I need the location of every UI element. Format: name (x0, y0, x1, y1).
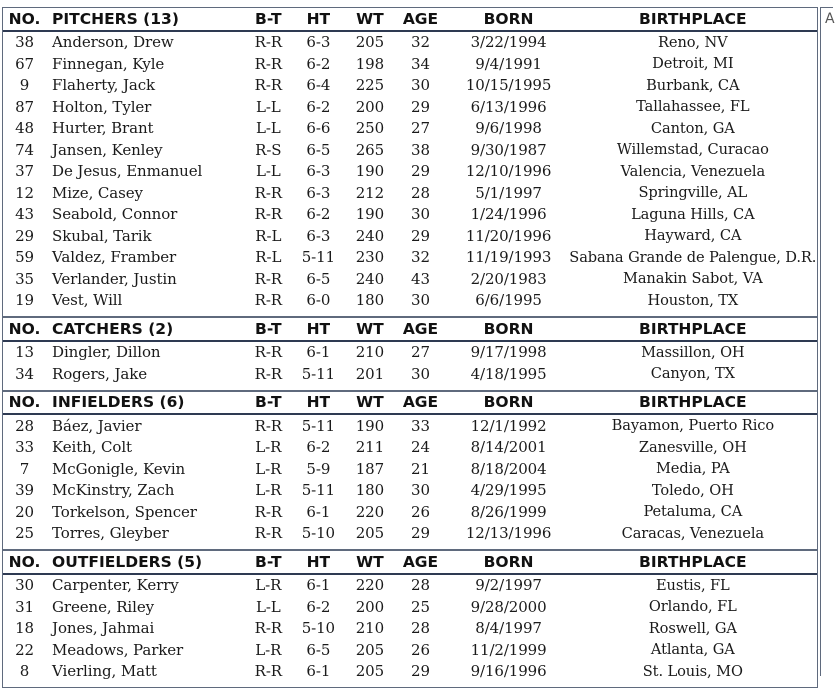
cell-name: Verlander, Justin (52, 269, 177, 288)
cell-name: Vierling, Matt (52, 662, 157, 681)
cell-bt: R-R (254, 619, 282, 638)
cell-age: 32 (411, 33, 430, 52)
cell-name: Jansen, Kenley (52, 140, 163, 159)
section-title: CATCHERS (2) (46, 318, 247, 341)
cell-no: 18 (15, 619, 34, 638)
cell-wt: 205 (355, 524, 385, 543)
cell-bt: R-R (254, 416, 282, 435)
table-row (3, 118, 817, 140)
cell-bt: L-L (255, 162, 281, 181)
cell-wt: 210 (355, 619, 385, 638)
table-row (3, 268, 817, 290)
cell-age: 28 (411, 183, 430, 202)
cell-ht: 6-5 (306, 269, 331, 288)
table-row (3, 523, 817, 545)
cell-name: Dingler, Dillon (52, 343, 161, 362)
cell-name: Skubal, Tarik (52, 226, 152, 245)
col-header-birthplace: BIRTHPLACE (569, 8, 817, 31)
cell-ht: 6-1 (306, 662, 331, 681)
roster-table (2, 7, 818, 688)
cell-no: 38 (15, 33, 34, 52)
cell-no: 39 (15, 481, 34, 500)
col-header-wt: WT (347, 551, 392, 574)
section-header-row (3, 392, 817, 415)
cell-age: 32 (411, 248, 430, 267)
cell-name: Vest, Will (52, 291, 123, 310)
cell-ht: 6-3 (306, 183, 331, 202)
cell-name: Mize, Casey (52, 183, 143, 202)
table-row (3, 639, 817, 661)
cell-wt: 240 (355, 226, 385, 245)
cell-bt: R-R (254, 343, 282, 362)
col-header-ht: HT (289, 551, 347, 574)
table-row (3, 618, 817, 640)
cell-wt: 205 (355, 640, 385, 659)
cell-birthplace: Houston, TX (647, 291, 739, 309)
col-header-born: BORN (449, 8, 569, 31)
table-row (3, 341, 817, 364)
cell-birthplace: Media, PA (655, 460, 730, 478)
roster-section (3, 318, 817, 392)
cell-wt: 180 (355, 481, 385, 500)
cell-born: 4/29/1995 (470, 481, 547, 500)
roster-section (3, 392, 817, 552)
cell-ht: 6-1 (306, 343, 331, 362)
cell-wt: 220 (355, 502, 385, 521)
cell-bt: R-R (254, 76, 282, 95)
cell-age: 30 (411, 76, 430, 95)
table-row (3, 414, 817, 437)
cell-birthplace: Roswell, GA (648, 619, 737, 637)
cell-ht: 5-11 (301, 364, 336, 383)
cell-bt: R-R (254, 183, 282, 202)
cell-age: 43 (411, 269, 430, 288)
cell-born: 1/24/1996 (470, 205, 547, 224)
col-header-no: NO. (3, 318, 46, 341)
cell-born: 6/6/1995 (475, 291, 542, 310)
cell-born: 4/18/1995 (470, 364, 547, 383)
cell-ht: 6-2 (306, 438, 331, 457)
cell-no: 74 (15, 140, 34, 159)
table-row (3, 96, 817, 118)
cell-age: 29 (411, 226, 430, 245)
cell-wt: 230 (355, 248, 385, 267)
cell-no: 48 (15, 119, 34, 138)
col-header-birthplace: BIRTHPLACE (569, 318, 817, 341)
cell-birthplace: Caracas, Venezuela (621, 524, 764, 542)
cell-ht: 6-1 (306, 502, 331, 521)
cell-birthplace: Laguna Hills, CA (631, 205, 755, 223)
cell-ht: 5-11 (301, 481, 336, 500)
cell-bt: R-R (254, 524, 282, 543)
cell-wt: 187 (355, 459, 385, 478)
cell-wt: 190 (355, 205, 385, 224)
cell-wt: 250 (355, 119, 385, 138)
cell-age: 21 (411, 459, 430, 478)
cell-born: 8/18/2004 (470, 459, 547, 478)
cell-ht: 6-6 (306, 119, 331, 138)
cell-ht: 6-4 (306, 76, 331, 95)
cell-name: Meadows, Parker (52, 640, 184, 659)
table-row (3, 458, 817, 480)
cell-wt: 240 (355, 269, 385, 288)
cell-age: 38 (411, 140, 430, 159)
cell-age: 28 (411, 619, 430, 638)
cell-no: 7 (19, 459, 30, 478)
col-header-no: NO. (3, 551, 46, 574)
col-header-no: NO. (3, 8, 46, 31)
cell-born: 9/4/1991 (475, 54, 542, 73)
cell-no: 35 (15, 269, 34, 288)
cell-wt: 180 (355, 291, 385, 310)
roster-section (3, 8, 817, 318)
cell-birthplace: Eustis, FL (655, 576, 730, 594)
cell-birthplace: Tallahassee, FL (636, 98, 750, 116)
table-row (3, 247, 817, 269)
cell-age: 25 (411, 597, 430, 616)
cell-name: McGonigle, Kevin (52, 459, 186, 478)
cell-ht: 6-0 (306, 291, 331, 310)
cell-birthplace: Springville, AL (638, 184, 748, 202)
cell-age: 27 (411, 119, 430, 138)
cell-age: 29 (411, 97, 430, 116)
cell-birthplace: Petaluma, CA (643, 503, 743, 521)
roster-section (3, 551, 817, 687)
cell-bt: R-R (254, 662, 282, 681)
table-row (3, 161, 817, 183)
cell-bt: R-L (255, 226, 282, 245)
col-header-bt: B-T (247, 392, 289, 415)
cell-bt: R-S (255, 140, 282, 159)
cell-no: 8 (19, 662, 30, 681)
col-header-born: BORN (449, 318, 569, 341)
cell-no: 25 (15, 524, 34, 543)
cell-no: 29 (15, 226, 34, 245)
cell-born: 12/10/1996 (465, 162, 552, 181)
cell-bt: L-R (255, 481, 282, 500)
cell-ht: 6-2 (306, 97, 331, 116)
cell-wt: 265 (355, 140, 385, 159)
cell-wt: 201 (355, 364, 385, 383)
cell-born: 12/1/1992 (470, 416, 547, 435)
cell-born: 9/6/1998 (475, 119, 542, 138)
cell-name: Seabold, Connor (52, 205, 178, 224)
cell-ht: 5-10 (301, 524, 336, 543)
cell-born: 9/17/1998 (470, 343, 547, 362)
table-row (3, 31, 817, 54)
cell-age: 30 (411, 291, 430, 310)
cell-bt: R-L (255, 248, 282, 267)
adjacent-panel-peek: A (825, 11, 835, 27)
cell-wt: 220 (355, 576, 385, 595)
cell-age: 27 (411, 343, 430, 362)
cell-born: 10/15/1995 (465, 76, 552, 95)
col-header-ht: HT (289, 318, 347, 341)
cell-age: 30 (411, 481, 430, 500)
cell-born: 9/28/2000 (470, 597, 547, 616)
cell-wt: 212 (355, 183, 385, 202)
cell-birthplace: Bayamon, Puerto Rico (611, 417, 775, 435)
table-row (3, 501, 817, 523)
table-row (3, 363, 817, 385)
cell-no: 59 (15, 248, 34, 267)
cell-name: De Jesus, Enmanuel (52, 162, 203, 181)
col-header-wt: WT (347, 392, 392, 415)
cell-name: Valdez, Framber (52, 248, 177, 267)
cell-no: 87 (15, 97, 34, 116)
cell-bt: R-R (254, 291, 282, 310)
cell-name: Keith, Colt (52, 438, 132, 457)
cell-birthplace: Reno, NV (658, 33, 728, 51)
table-row (3, 225, 817, 247)
cell-name: Hurter, Brant (52, 119, 154, 138)
cell-no: 13 (15, 343, 34, 362)
table-row (3, 661, 817, 683)
cell-bt: L-R (255, 438, 282, 457)
cell-bt: L-L (255, 119, 281, 138)
cell-born: 6/13/1996 (470, 97, 547, 116)
cell-ht: 6-3 (306, 162, 331, 181)
table-row (3, 182, 817, 204)
cell-birthplace: Valencia, Venezuela (620, 162, 766, 180)
cell-born: 11/19/1993 (465, 248, 552, 267)
cell-born: 12/13/1996 (465, 524, 552, 543)
cell-age: 29 (411, 162, 430, 181)
cell-born: 2/20/1983 (470, 269, 547, 288)
cell-wt: 210 (355, 343, 385, 362)
cell-bt: L-R (255, 576, 282, 595)
col-header-age: AGE (392, 8, 448, 31)
cell-age: 29 (411, 662, 430, 681)
cell-no: 43 (15, 205, 34, 224)
cell-name: Finnegan, Kyle (52, 54, 165, 73)
cell-age: 30 (411, 205, 430, 224)
cell-birthplace: Orlando, FL (648, 598, 737, 616)
table-row (3, 75, 817, 97)
col-header-age: AGE (392, 392, 448, 415)
col-header-age: AGE (392, 318, 448, 341)
cell-bt: R-R (254, 269, 282, 288)
table-row (3, 596, 817, 618)
adjacent-panel (820, 7, 833, 676)
cell-bt: R-R (254, 33, 282, 52)
cell-wt: 190 (355, 162, 385, 181)
cell-wt: 190 (355, 416, 385, 435)
col-header-ht: HT (289, 8, 347, 31)
cell-wt: 205 (355, 662, 385, 681)
cell-name: Carpenter, Kerry (52, 576, 179, 595)
cell-born: 8/14/2001 (470, 438, 547, 457)
table-row (3, 574, 817, 597)
cell-no: 34 (15, 364, 34, 383)
section-header-row (3, 318, 817, 341)
section-title: PITCHERS (13) (46, 8, 247, 31)
cell-age: 26 (411, 502, 430, 521)
cell-name: Torres, Gleyber (52, 524, 169, 543)
cell-no: 37 (15, 162, 34, 181)
cell-name: Jones, Jahmai (52, 619, 155, 638)
cell-birthplace: Atlanta, GA (650, 641, 735, 659)
table-row (3, 53, 817, 75)
cell-ht: 6-2 (306, 54, 331, 73)
cell-born: 9/16/1996 (470, 662, 547, 681)
cell-ht: 5-10 (301, 619, 336, 638)
col-header-age: AGE (392, 551, 448, 574)
cell-birthplace: St. Louis, MO (642, 662, 743, 680)
cell-bt: R-R (254, 502, 282, 521)
cell-name: McKinstry, Zach (52, 481, 175, 500)
cell-birthplace: Massillon, OH (641, 343, 745, 361)
cell-no: 22 (15, 640, 34, 659)
cell-birthplace: Detroit, MI (652, 55, 734, 73)
cell-bt: L-L (255, 597, 281, 616)
table-row (3, 480, 817, 502)
cell-ht: 6-2 (306, 205, 331, 224)
cell-age: 26 (411, 640, 430, 659)
cell-bt: L-R (255, 459, 282, 478)
cell-ht: 5-9 (306, 459, 331, 478)
cell-ht: 6-5 (306, 640, 331, 659)
cell-no: 30 (15, 576, 34, 595)
cell-age: 34 (411, 54, 430, 73)
cell-no: 28 (15, 416, 34, 435)
cell-bt: R-R (254, 364, 282, 383)
cell-age: 33 (411, 416, 430, 435)
cell-born: 5/1/1997 (475, 183, 542, 202)
cell-name: Anderson, Drew (52, 33, 174, 52)
cell-wt: 225 (355, 76, 385, 95)
col-header-no: NO. (3, 392, 46, 415)
cell-wt: 200 (355, 597, 385, 616)
cell-name: Flaherty, Jack (52, 76, 155, 95)
cell-birthplace: Zanesville, OH (638, 438, 747, 456)
col-header-born: BORN (449, 392, 569, 415)
cell-name: Holton, Tyler (52, 97, 152, 116)
section-title: OUTFIELDERS (5) (46, 551, 247, 574)
cell-bt: R-R (254, 205, 282, 224)
cell-bt: R-R (254, 54, 282, 73)
cell-birthplace: Sabana Grande de Palengue, D.R. (569, 248, 817, 266)
cell-ht: 5-11 (301, 248, 336, 267)
col-header-wt: WT (347, 8, 392, 31)
cell-birthplace: Canyon, TX (650, 365, 735, 383)
cell-born: 11/2/1999 (470, 640, 547, 659)
cell-ht: 6-3 (306, 226, 331, 245)
cell-name: Greene, Riley (52, 597, 154, 616)
table-row (3, 204, 817, 226)
cell-wt: 205 (355, 33, 385, 52)
cell-name: Báez, Javier (52, 416, 142, 435)
cell-no: 9 (19, 76, 30, 95)
cell-age: 29 (411, 524, 430, 543)
section-header-row (3, 8, 817, 31)
cell-born: 9/30/1987 (470, 140, 547, 159)
cell-age: 30 (411, 364, 430, 383)
cell-ht: 5-11 (301, 416, 336, 435)
col-header-bt: B-T (247, 318, 289, 341)
cell-born: 3/22/1994 (470, 33, 547, 52)
cell-ht: 6-1 (306, 576, 331, 595)
cell-born: 11/20/1996 (465, 226, 552, 245)
col-header-wt: WT (347, 318, 392, 341)
cell-birthplace: Toledo, OH (651, 481, 734, 499)
cell-age: 24 (411, 438, 430, 457)
col-header-born: BORN (449, 551, 569, 574)
col-header-bt: B-T (247, 551, 289, 574)
cell-no: 19 (15, 291, 34, 310)
cell-ht: 6-3 (306, 33, 331, 52)
col-header-ht: HT (289, 392, 347, 415)
cell-birthplace: Hayward, CA (644, 227, 742, 245)
cell-no: 12 (15, 183, 34, 202)
cell-wt: 211 (355, 438, 385, 457)
cell-birthplace: Canton, GA (650, 119, 735, 137)
table-row (3, 139, 817, 161)
col-header-birthplace: BIRTHPLACE (569, 392, 817, 415)
cell-no: 20 (15, 502, 34, 521)
cell-name: Torkelson, Spencer (52, 502, 197, 521)
cell-birthplace: Burbank, CA (646, 76, 740, 94)
cell-born: 9/2/1997 (475, 576, 542, 595)
cell-bt: L-R (255, 640, 282, 659)
cell-ht: 6-2 (306, 597, 331, 616)
table-row (3, 437, 817, 459)
cell-no: 33 (15, 438, 34, 457)
cell-no: 67 (15, 54, 34, 73)
cell-ht: 6-5 (306, 140, 331, 159)
cell-wt: 200 (355, 97, 385, 116)
cell-born: 8/4/1997 (475, 619, 542, 638)
col-header-bt: B-T (247, 8, 289, 31)
cell-name: Rogers, Jake (52, 364, 147, 383)
section-title: INFIELDERS (6) (46, 392, 247, 415)
table-row (3, 290, 817, 312)
cell-birthplace: Willemstad, Curacao (616, 141, 769, 159)
cell-born: 8/26/1999 (470, 502, 547, 521)
cell-wt: 198 (355, 54, 385, 73)
cell-age: 28 (411, 576, 430, 595)
cell-bt: L-L (255, 97, 281, 116)
cell-no: 31 (15, 597, 34, 616)
cell-birthplace: Manakin Sabot, VA (622, 270, 763, 288)
col-header-birthplace: BIRTHPLACE (569, 551, 817, 574)
section-header-row (3, 551, 817, 574)
